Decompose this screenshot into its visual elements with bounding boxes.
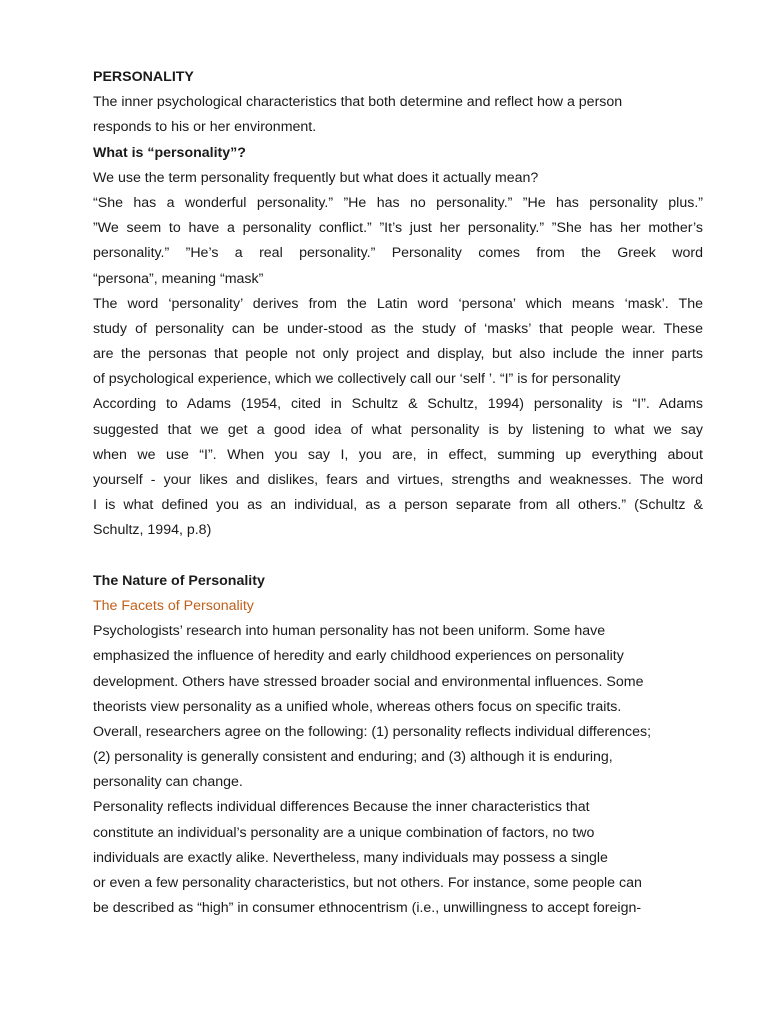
definition-line: responds to his or her environment.	[93, 119, 317, 136]
section-heading: The Nature of Personality	[93, 572, 265, 589]
document-title: PERSONALITY	[93, 69, 194, 85]
paragraph-line: theorists view personality as a unified whole, whereas others focus on specific traits.	[93, 698, 622, 715]
paragraph-line: development. Others have stressed broader social and environmental influences. Some	[93, 673, 644, 690]
paragraph-line: Overall, researchers agree on the following: (1) personality reflects individual differences;	[93, 723, 652, 740]
definition-line: The inner psychological characteristics that both determine and reflect how a person	[93, 94, 623, 111]
paragraph-line: personality can change.	[93, 774, 243, 791]
paragraph-line: (2) personality is generally consistent and enduring; and (3) although it is enduring,	[93, 749, 613, 766]
paragraph-line: I is what defined you as an individual, as a person separate from all others.” (Schultz &	[93, 497, 703, 514]
paragraph-line: Personality reflects individual differences Because the inner characteristics that	[93, 799, 590, 816]
paragraph-line: “She has a wonderful personality.” ”He has no personality.” ”He has personality plus.”	[93, 194, 703, 211]
paragraph-line: Psychologists’ research into human personality has not been uniform. Some have	[93, 623, 606, 640]
paragraph-line: when we use “I”. When you say I, you are, in effect, summing up everything about	[93, 446, 703, 463]
paragraph-line: The word ‘personality’ derives from the Latin word ‘persona’ which means ‘mask’. The	[93, 295, 703, 312]
paragraph-line: suggested that we get a good idea of what personality is by listening to what we say	[93, 421, 703, 438]
paragraph-line: constitute an individual’s personality are a unique combination of factors, no two	[93, 824, 595, 841]
paragraph-line: or even a few personality characteristics, but not others. For instance, some people can	[93, 875, 642, 891]
paragraph-line: yourself - your likes and dislikes, fears and virtues, strengths and weaknesses. The word	[93, 472, 703, 488]
question-heading: What is “personality”?	[93, 144, 246, 161]
paragraph-line: of psychological experience, which we collectively call our ‘self ’. “I” is for personality	[93, 371, 621, 388]
paragraph-line: personality.” ”He’s a real personality.” Personality comes from the Greek word	[93, 245, 703, 262]
paragraph-line: study of personality can be under-stood as the study of ‘masks’ that people wear. These	[93, 320, 703, 337]
paragraph-line: are the personas that people not only project and display, but also include the inner parts	[93, 346, 703, 363]
blank-line	[93, 544, 703, 569]
paragraph-line: be described as “high” in consumer ethnocentrism (i.e., unwillingness to accept foreign-	[93, 900, 642, 917]
paragraph-line: ”We seem to have a personality conflict.” ”It’s just her personality.” ”She has her mother’s	[93, 220, 703, 237]
paragraph-line: “persona”, meaning “mask”	[93, 270, 264, 287]
paragraph-line: According to Adams (1954, cited in Schultz & Schultz, 1994) personality is “I”. Adams	[93, 396, 703, 413]
document-page	[93, 65, 703, 921]
paragraph-line: We use the term personality frequently but what does it actually mean?	[93, 169, 539, 186]
paragraph-line: Schultz, 1994, p.8)	[93, 522, 212, 539]
subsection-heading: The Facets of Personality	[93, 597, 254, 614]
paragraph-line: individuals are exactly alike. Nevertheless, many individuals may possess a single	[93, 849, 608, 866]
paragraph-line: emphasized the influence of heredity and early childhood experiences on personality	[93, 648, 624, 665]
